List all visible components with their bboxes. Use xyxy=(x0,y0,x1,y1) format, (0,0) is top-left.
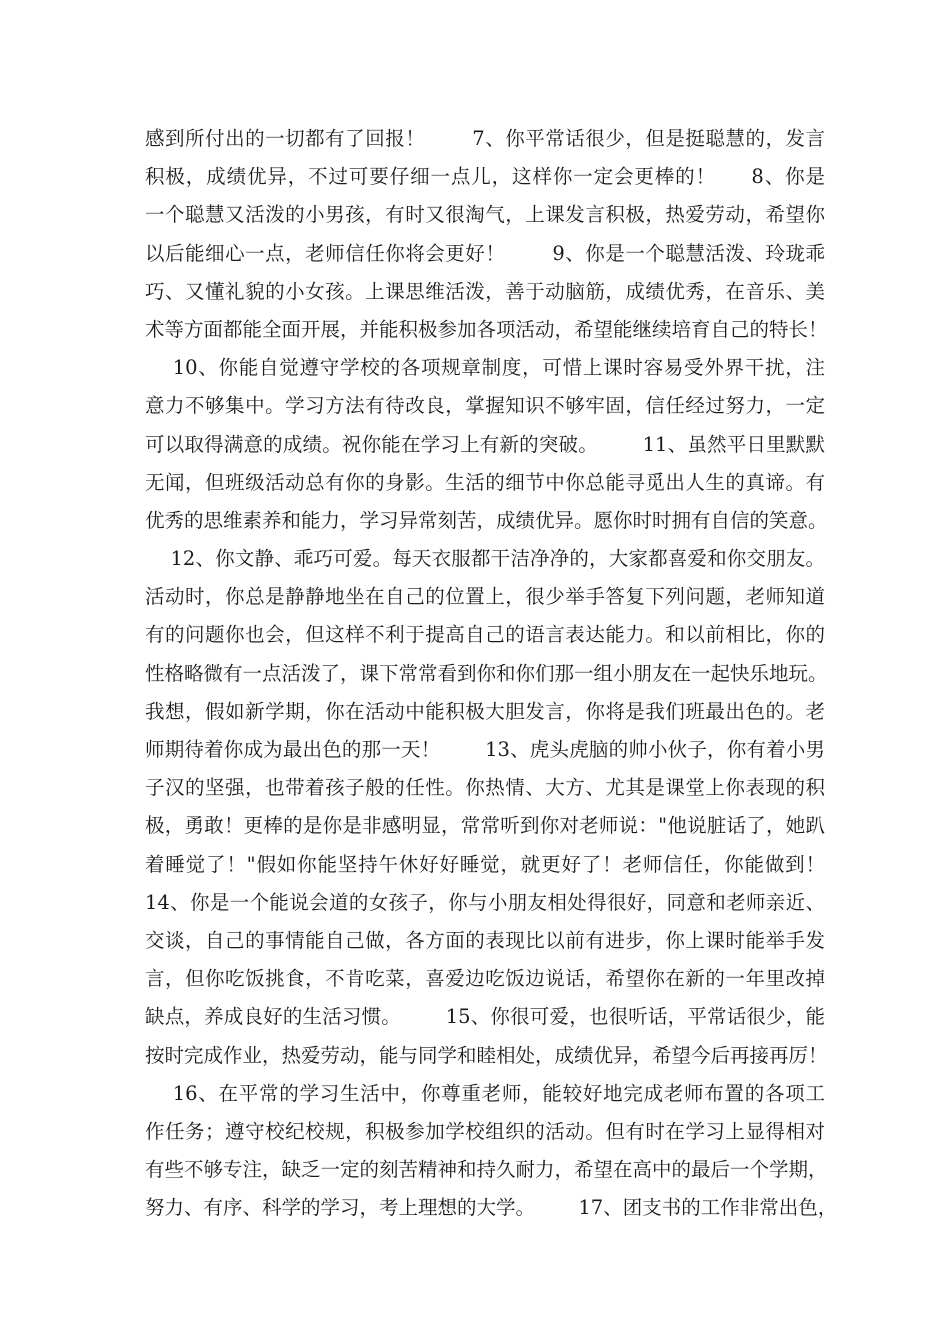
text-line: 活动时，你总是静静地坐在自己的位置上，很少举手答复下列问题，老师知道 xyxy=(145,585,825,609)
text-line: 积极，成绩优异，不过可要仔细一点儿，这样你一定会更棒的！ 8、你是 xyxy=(145,165,825,189)
text-line: 一个聪慧又活泼的小男孩，有时又很淘气，上课发言积极，热爱劳动，希望你 xyxy=(145,203,825,227)
text-line: 子汉的坚强，也带着孩子般的任性。你热情、大方、尤其是课堂上你表现的积 xyxy=(145,776,825,800)
text-line: 努力、有序、科学的学习，考上理想的大学。 17、团支书的工作非常出色， xyxy=(145,1196,838,1220)
text-line: 按时完成作业，热爱劳动，能与同学和睦相处，成绩优异，希望今后再接再厉！ xyxy=(145,1043,828,1067)
text-line: 我想，假如新学期，你在活动中能积极大胆发言，你将是我们班最出色的。老 xyxy=(145,699,825,723)
text-line: 交谈，自己的事情能自己做，各方面的表现比以前有进步，你上课时能举手发 xyxy=(145,928,825,952)
text-line: 缺点，养成良好的生活习惯。 15、你很可爱，也很听话，平常话很少，能 xyxy=(145,1005,825,1029)
text-line: 意力不够集中。学习方法有待改良，掌握知识不够牢固，信任经过努力，一定 xyxy=(145,394,825,418)
text-line: 术等方面都能全面开展，并能积极参加各项活动，希望能继续培育自己的特长！ xyxy=(145,317,828,341)
text-line: 有的问题你也会，但这样不利于提高自己的语言表达能力。和以前相比，你的 xyxy=(145,623,825,647)
text-line: 着睡觉了！"假如你能坚持午休好好睡觉，就更好了！老师信任，你能做到！ xyxy=(145,852,825,876)
text-line: 12、你文静、乖巧可爱。每天衣服都干洁净净的，大家都喜爱和你交朋友。 xyxy=(145,547,825,571)
text-line: 作任务；遵守校纪校规，积极参加学校组织的活动。但有时在学习上显得相对 xyxy=(145,1119,825,1143)
text-line: 感到所付出的一切都有了回报！ 7、你平常话很少，但是挺聪慧的，发言 xyxy=(145,127,825,150)
document-body xyxy=(145,120,838,1227)
text-line: 师期待着你成为最出色的那一天！ 13、虎头虎脑的帅小伙子，你有着小男 xyxy=(145,738,825,761)
text-line: 10、你能自觉遵守学校的各项规章制度，可惜上课时容易受外界干扰，注 xyxy=(145,356,825,380)
text-line: 有些不够专注，缺乏一定的刻苦精神和持久耐力，希望在高中的最后一个学期， xyxy=(145,1158,828,1182)
text-line: 性格略微有一点活泼了，课下常常看到你和你们那一组小朋友在一起快乐地玩。 xyxy=(145,661,828,685)
text-line: 14、你是一个能说会道的女孩子，你与小朋友相处得很好，同意和老师亲近、 xyxy=(145,890,825,914)
text-line: 16、在平常的学习生活中，你尊重老师，能较好地完成老师布置的各项工 xyxy=(145,1081,825,1105)
text-line: 极，勇敢！更棒的是你是非感明显，常常听到你对老师说："他说脏话了，她趴 xyxy=(145,814,825,838)
text-line: 无闻，但班级活动总有你的身影。生活的细节中你总能寻觅出人生的真谛。有 xyxy=(145,470,825,494)
text-line: 言，但你吃饭挑食，不肯吃菜，喜爱边吃饭边说话，希望你在新的一年里改掉 xyxy=(145,967,825,991)
text-line: 可以取得满意的成绩。祝你能在学习上有新的突破。 11、虽然平日里默默 xyxy=(145,432,825,456)
text-line: 优秀的思维素养和能力，学习异常刻苦，成绩优异。愿你时时拥有自信的笑意。 xyxy=(145,508,828,532)
text-line: 以后能细心一点，老师信任你将会更好！ 9、你是一个聪慧活泼、玲珑乖 xyxy=(145,241,825,265)
text-line: 巧、又懂礼貌的小女孩。上课思维活泼，善于动脑筋，成绩优秀，在音乐、美 xyxy=(145,279,825,303)
